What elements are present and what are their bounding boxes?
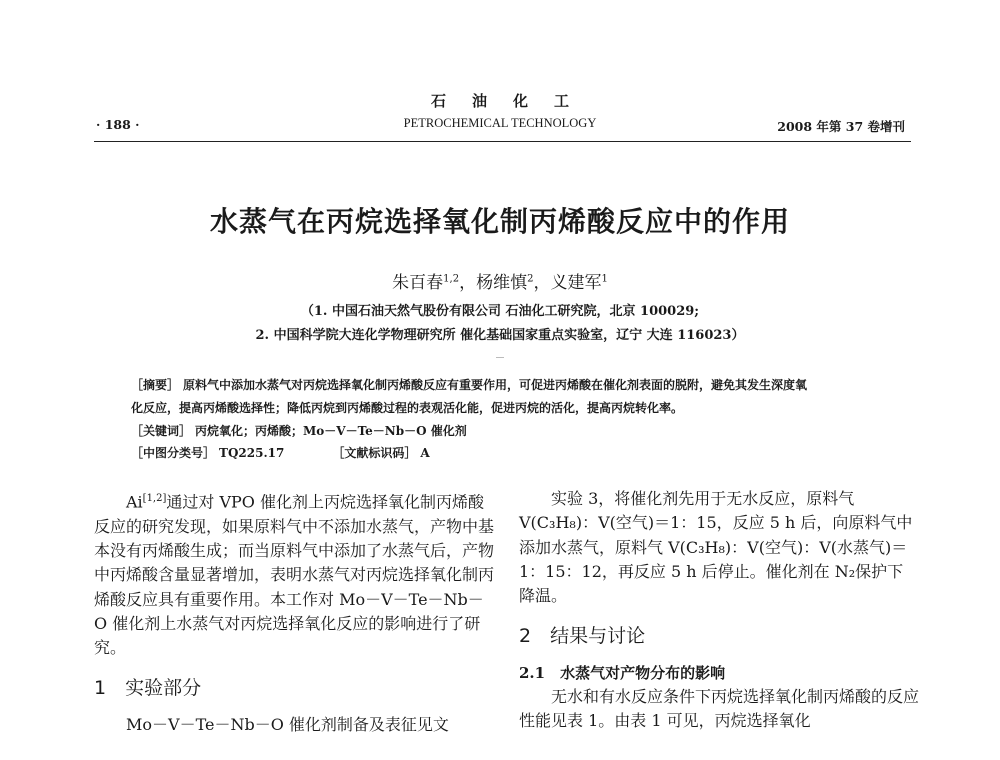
journal-title-en: PETROCHEMICAL TECHNOLOGY — [403, 116, 597, 130]
article-title: 水蒸气在丙烷选择氧化制丙烯酸反应中的作用 — [209, 205, 790, 238]
section-1-text: Mo－V－Te－Nb－O 催化剂制备及表征见文 — [126, 714, 449, 734]
doc-code: A — [420, 446, 430, 460]
page-number: · 188 · — [96, 117, 140, 132]
issue-info: 2008 年第 37 卷增刊 — [777, 119, 905, 134]
abstract-text: 原料气中添加水蒸气对丙烷选择氧化制丙烯酸反应有重要作用，可促进丙烯酸在催化剂表面的脱附，避免其发生深度氧 — [183, 378, 808, 392]
affiliation-1: （1. 中国石油天然气股份有限公司 石油化工研究院，北京 100029; — [300, 304, 700, 319]
right-column — [519, 487, 920, 731]
affiliation-2: 2. 中国科学院大连化学物理研究所 催化基础国家重点实验室，辽宁 大连 116023） — [255, 328, 745, 343]
section-2-heading: 2 结果与讨论 — [519, 625, 646, 648]
abstract-line-1 — [131, 376, 807, 393]
author-affiliation-mark: 1 — [601, 273, 608, 285]
experiment-3-paragraph: 实验 3，将催化剂先用于无水反应，原料气 V(C₃H₈)：V(空气)＝1：15，反应 5 h 后，向原料气中添加水蒸气，原料气 V(C₃H₈)：V(空气)：V(水蒸气)＝1：15：12，再反应 5 h 后停止。催化剂在 N₂保护下降温。 — [519, 489, 913, 606]
author-name: 朱百春 — [392, 273, 444, 293]
author-name: 义建军 — [550, 273, 602, 293]
intro-text: 通过对 VPO 催化剂上丙烷选择氧化制丙烯酸反应的研究发现，如果原料气中不添加水蒸气，产物中基本没有丙烯酸生成；而当原料气中添加了水蒸气后，产物中丙烯酸含量显著增加，表明水蒸气对丙烷选择氧化制丙烯酸反应具有重要作用。本工作对 Mo－V－Te－Nb－O 催化剂上水蒸气对丙烷选择氧化反应的影响进行了研究。 — [94, 492, 495, 658]
keywords-text: 丙烷氧化；丙烯酸；Mo－V－Te－Nb－O 催化剂 — [195, 424, 467, 438]
classification-line — [131, 444, 430, 461]
keywords-label: ［关键词］ — [131, 424, 192, 438]
keywords-line — [131, 422, 467, 439]
class-code: TQ225.17 — [219, 446, 285, 460]
header-rule — [94, 141, 911, 142]
author-affiliation-mark: 2 — [527, 273, 534, 285]
section-2-1-heading: 2.1 水蒸气对产物分布的影响 — [519, 663, 726, 682]
author-list: 朱百春$^{1,2}$，杨维慎$^2$，义建军$^1$ — [392, 273, 608, 293]
author-name: 杨维慎 — [476, 273, 528, 293]
doc-code-label: ［文献标识码］ — [332, 446, 417, 460]
author-affiliation-mark: 1,2 — [443, 273, 460, 285]
divider — [496, 357, 504, 358]
abstract-line-2: 化反应，提高丙烯酸选择性；降低丙烷到丙烯酸过程的表观活化能，促进丙烷的活化，提高丙烷转化率。 — [131, 401, 684, 415]
section-2-1-text: 无水和有水反应条件下丙烷选择氧化制丙烯酸的反应性能见表 1。由表 1 可见，丙烷选择氧化 — [519, 687, 920, 731]
intro-ref-author: Ai — [126, 492, 143, 512]
abstract-label: ［摘要］ — [131, 378, 180, 392]
left-column — [94, 487, 494, 737]
journal-title-cn: 石油化工 — [430, 92, 595, 110]
section-1-heading: 1 实验部分 — [94, 677, 202, 700]
citation-mark: [1,2] — [142, 493, 167, 504]
intro-paragraph — [94, 487, 494, 660]
class-label: ［中图分类号］ — [131, 446, 216, 460]
